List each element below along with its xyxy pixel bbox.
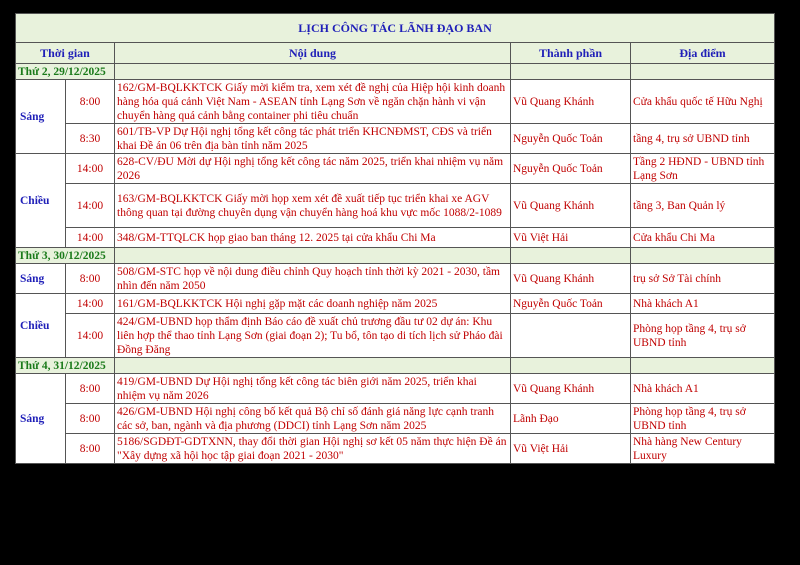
time-cell: 14:00 — [66, 314, 115, 358]
location-cell: tầng 3, Ban Quản lý — [631, 184, 775, 228]
content-cell: 348/GM-TTQLCK họp giao ban tháng 12. 2025 tại cửa khẩu Chi Ma — [115, 228, 511, 248]
content-cell: 601/TB-VP Dự Hội nghị tổng kết công tác phát triển KHCNĐMST, CĐS và triển khai Đề án 06 trên địa bàn tỉnh năm 2025 — [115, 124, 511, 154]
time-cell: 14:00 — [66, 154, 115, 184]
location-cell: tầng 4, trụ sở UBND tỉnh — [631, 124, 775, 154]
participant-cell: Vũ Quang Khánh — [511, 374, 631, 404]
location-cell: Cửa khẩu Chi Ma — [631, 228, 775, 248]
day-row-cell — [511, 248, 631, 264]
content-cell: 424/GM-UBND họp thẩm định Báo cáo đề xuất chủ trương đầu tư 02 dự án: Khu liên hợp thể thao tỉnh Lạng Sơn (giai đoạn 2); Tu bổ, tôn tạo di tích lịch sử Pháo đài Đồng Đăng — [115, 314, 511, 358]
schedule-table — [15, 13, 775, 464]
title-row — [16, 14, 775, 43]
content-cell: 161/GM-BQLKKTCK Hội nghị gặp mặt các doanh nghiệp năm 2025 — [115, 294, 511, 314]
participant-cell — [511, 314, 631, 358]
content-cell: 5186/SGDĐT-GDTXNN, thay đổi thời gian Hội nghị sơ kết 05 năm thực hiện Đề án "Xây dựng xã hội học tập giai đoạn 2021 - 2030" — [115, 434, 511, 464]
participant-cell: Vũ Việt Hải — [511, 434, 631, 464]
session-label: Sáng — [16, 374, 66, 464]
location-cell: Nhà khách A1 — [631, 374, 775, 404]
content-cell: 419/GM-UBND Dự Hội nghị tổng kết công tác biên giới năm 2025, triển khai nhiệm vụ năm 2026 — [115, 374, 511, 404]
content-cell: 163/GM-BQLKKTCK Giấy mời họp xem xét đề xuất tiếp tục triển khai xe AGV thông quan tại đường chuyên dụng vận chuyển hàng hoá khu vực mốc 1088/2-1089 — [115, 184, 511, 228]
day-row — [16, 358, 775, 374]
day-label: Thứ 4, 31/12/2025 — [16, 358, 115, 374]
table-row — [16, 314, 775, 358]
header-row — [16, 43, 775, 64]
table-row — [16, 228, 775, 248]
time-cell: 8:00 — [66, 80, 115, 124]
participant-cell: Nguyễn Quốc Toản — [511, 154, 631, 184]
participant-cell: Nguyễn Quốc Toản — [511, 124, 631, 154]
time-cell: 8:30 — [66, 124, 115, 154]
time-cell: 8:00 — [66, 264, 115, 294]
day-row-cell — [631, 64, 775, 80]
time-cell: 8:00 — [66, 404, 115, 434]
day-row-cell — [115, 64, 511, 80]
table-row — [16, 434, 775, 464]
location-cell: trụ sở Sở Tài chính — [631, 264, 775, 294]
time-cell: 14:00 — [66, 228, 115, 248]
time-cell: 8:00 — [66, 434, 115, 464]
schedule-sheet — [15, 13, 774, 464]
content-cell: 162/GM-BQLKKTCK Giấy mời kiểm tra, xem xét đề nghị của Hiệp hội kinh doanh hàng hóa quá cảnh Việt Nam - ASEAN tỉnh Lạng Sơn về ngăn chặn hành vi vận chuyển hàng quá cảnh bằng container phi tiêu chuẩn — [115, 80, 511, 124]
day-row-cell — [115, 248, 511, 264]
location-cell: Cửa khẩu quốc tế Hữu Nghị — [631, 80, 775, 124]
table-row — [16, 184, 775, 228]
time-cell: 8:00 — [66, 374, 115, 404]
session-label: Chiều — [16, 154, 66, 248]
session-label: Sáng — [16, 264, 66, 294]
header-content: Nội dung — [115, 43, 511, 64]
day-label: Thứ 2, 29/12/2025 — [16, 64, 115, 80]
table-row — [16, 80, 775, 124]
table-row — [16, 154, 775, 184]
participant-cell: Vũ Quang Khánh — [511, 80, 631, 124]
time-cell: 14:00 — [66, 294, 115, 314]
participant-cell: Vũ Quang Khánh — [511, 264, 631, 294]
table-row — [16, 264, 775, 294]
participant-cell: Lãnh Đạo — [511, 404, 631, 434]
participant-cell: Nguyễn Quốc Toản — [511, 294, 631, 314]
session-label: Chiều — [16, 294, 66, 358]
day-row-cell — [511, 358, 631, 374]
location-cell: Phòng họp tầng 4, trụ sở UBND tỉnh — [631, 404, 775, 434]
participant-cell: Vũ Việt Hải — [511, 228, 631, 248]
location-cell: Phòng họp tầng 4, trụ sở UBND tỉnh — [631, 314, 775, 358]
content-cell: 508/GM-STC họp về nội dung điều chỉnh Quy hoạch tỉnh thời kỳ 2021 - 2030, tầm nhìn đến năm 2050 — [115, 264, 511, 294]
content-cell: 628-CV/ĐU Mời dự Hội nghị tổng kết công tác năm 2025, triển khai nhiệm vụ năm 2026 — [115, 154, 511, 184]
table-row — [16, 124, 775, 154]
table-row — [16, 404, 775, 434]
header-participants: Thành phần — [511, 43, 631, 64]
header-location: Địa điểm — [631, 43, 775, 64]
content-cell: 426/GM-UBND Hội nghị công bố kết quả Bộ chỉ số đánh giá năng lực cạnh tranh các sở, ban, ngành và địa phương (DDCI) tỉnh Lạng Sơn năm 2025 — [115, 404, 511, 434]
participant-cell: Vũ Quang Khánh — [511, 184, 631, 228]
header-time: Thời gian — [16, 43, 115, 64]
time-cell: 14:00 — [66, 184, 115, 228]
table-row — [16, 374, 775, 404]
day-row-cell — [631, 358, 775, 374]
day-row-cell — [115, 358, 511, 374]
table-row — [16, 294, 775, 314]
day-row — [16, 64, 775, 80]
day-row-cell — [511, 64, 631, 80]
session-label: Sáng — [16, 80, 66, 154]
location-cell: Nhà hàng New Century Luxury — [631, 434, 775, 464]
day-label: Thứ 3, 30/12/2025 — [16, 248, 115, 264]
location-cell: Tầng 2 HĐND - UBND tỉnh Lạng Sơn — [631, 154, 775, 184]
location-cell: Nhà khách A1 — [631, 294, 775, 314]
day-row — [16, 248, 775, 264]
page-title: LỊCH CÔNG TÁC LÃNH ĐẠO BAN — [16, 14, 775, 43]
day-row-cell — [631, 248, 775, 264]
